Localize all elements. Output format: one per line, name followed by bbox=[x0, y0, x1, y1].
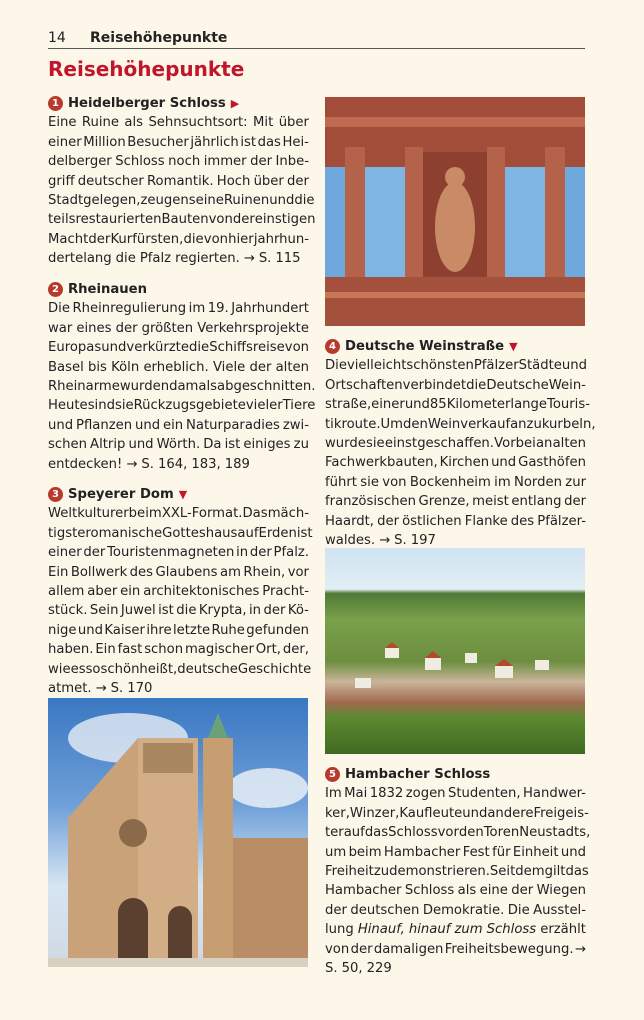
speyer-cathedral-photo bbox=[48, 698, 308, 967]
body-line: wie es so schön heißt, deutsche Geschichte bbox=[48, 661, 312, 677]
section-heading bbox=[325, 765, 586, 784]
section-hambacher-schloss bbox=[325, 765, 591, 978]
body-line: Haardt, der östlichen Flanke des Pfälzer- bbox=[325, 513, 586, 529]
body-line: waldes. → S. 197 bbox=[325, 533, 436, 549]
body-line: S. 50, 229 bbox=[325, 961, 392, 977]
heading-text: Hambacher Schloss bbox=[345, 767, 491, 782]
weinstrasse-landscape-photo bbox=[325, 548, 585, 754]
body-line: war eines der größten Verkehrsprojekte bbox=[48, 320, 309, 336]
body-line: Die vielleicht schönsten Pfälzer Städte und bbox=[325, 358, 588, 374]
section-rheinauen bbox=[48, 280, 316, 474]
running-title: Reisehöhepunkte bbox=[90, 30, 228, 46]
body-line: führt sie von Bockenheim im Norden zur bbox=[325, 474, 586, 490]
section-deutsche-weinstrasse bbox=[325, 337, 596, 550]
heading-text: Deutsche Weinstraße bbox=[345, 339, 505, 354]
number-badge: 3 bbox=[48, 487, 63, 502]
section-heading bbox=[48, 485, 309, 504]
section-heading bbox=[48, 280, 309, 299]
body-line: Macht der Kurfürsten, die von hier jahrhun- bbox=[48, 231, 309, 247]
body-line: Die Rheinregulierung im 19. Jahrhundert bbox=[48, 301, 309, 317]
section-heading bbox=[48, 94, 309, 113]
body-line: Basel bis Köln erheblich. Viele der alten bbox=[48, 359, 309, 375]
heidelberg-statue-photo bbox=[325, 97, 585, 326]
section-speyerer-dom bbox=[48, 485, 313, 698]
body-line: der deutschen Demokratie. Die Ausstel- bbox=[325, 902, 586, 918]
map-marker-icon: ▼ bbox=[509, 340, 518, 353]
heading-text: Rheinauen bbox=[68, 282, 148, 297]
body-line: einer der Touristenmagneten in der Pfalz. bbox=[48, 545, 309, 561]
body-line: einer Million Besucher jährlich ist das Hei- bbox=[48, 134, 309, 150]
page-number: 14 bbox=[48, 30, 66, 46]
number-badge: 2 bbox=[48, 282, 63, 297]
body-line: dertelang die Pfalz regierten. → S. 115 bbox=[48, 251, 301, 267]
body-line: entdecken! → S. 164, 183, 189 bbox=[48, 456, 250, 472]
body-line: Fachwerkbauten, Kirchen und Gasthöfen bbox=[325, 455, 586, 471]
body-line: Heute sind sie Rückzugsgebiete vieler Tiere bbox=[48, 398, 316, 414]
body-line: um beim Hambacher Fest für Einheit und bbox=[325, 844, 586, 860]
body-line: delberger Schloss noch immer der Inbe- bbox=[48, 154, 309, 170]
body-line: stück. Sein Juwel ist die Krypta, in der Kö- bbox=[48, 603, 309, 619]
map-marker-icon: ▶ bbox=[230, 97, 240, 110]
body-line: von der damaligen Freiheitsbewegung. → bbox=[325, 941, 586, 957]
body-line: haben. Ein fast schon magischer Ort, der, bbox=[48, 642, 309, 658]
number-badge: 1 bbox=[48, 96, 63, 111]
body-line: teils restaurierten Bauten von der einstigen bbox=[48, 212, 316, 228]
body-line: Im Mai 1832 zogen Studenten, Handwer- bbox=[325, 786, 586, 802]
page-title: Reisehöhepunkte bbox=[48, 57, 245, 81]
body-line: Europas und verkürzte die Schiffsreise von bbox=[48, 340, 309, 356]
body-line: und Pflanzen und ein Naturparadies zwi- bbox=[48, 417, 309, 433]
running-header bbox=[48, 29, 585, 49]
body-line: lung Hinauf, hinauf zum Schloss erzählt bbox=[325, 922, 586, 938]
map-marker-icon: ▼ bbox=[178, 488, 188, 501]
body-line: wurde sie einst geschaffen. Vorbei an alten bbox=[325, 436, 586, 452]
body-line: französischen Grenze, meist entlang der bbox=[325, 494, 586, 510]
heading-text: Speyerer Dom bbox=[68, 487, 174, 502]
heading-text: Heidelberger Schloss bbox=[68, 96, 226, 111]
section-heading bbox=[325, 337, 586, 356]
body-line: atmet. → S. 170 bbox=[48, 681, 153, 697]
body-line: nige und Kaiser ihre letzte Ruhe gefunden bbox=[48, 622, 309, 638]
body-line: Rheinarme wurden damals abgeschnitten. bbox=[48, 379, 316, 395]
body-line: straße, eine rund 85 Kilometer lange Touris- bbox=[325, 397, 590, 413]
number-badge: 4 bbox=[325, 339, 340, 354]
number-badge: 5 bbox=[325, 767, 340, 782]
body-line: Ortschaften verbindet die Deutsche Wein- bbox=[325, 377, 586, 393]
body-line: Eine Ruine als Sehnsuchtsort: Mit über bbox=[48, 115, 309, 131]
body-line: griff deutscher Romantik. Hoch über der bbox=[48, 173, 309, 189]
section-heidelberger-schloss bbox=[48, 94, 316, 269]
body-line: ker, Winzer, Kaufleute und andere Freigeis- bbox=[325, 805, 589, 821]
body-line: Weltkulturerbe im XXL-Format. Das mäch- bbox=[48, 506, 309, 522]
body-line: ter auf das Schloss vor den Toren Neustadts, bbox=[325, 825, 591, 841]
body-line: schen Altrip und Wörth. Da ist einiges zu bbox=[48, 437, 309, 453]
body-line: tikroute. Um den Weinverkauf anzukurbeln, bbox=[325, 416, 596, 432]
body-line: Stadt gelegen, zeugen seine Ruinen und die bbox=[48, 193, 315, 209]
body-line: Hambacher Schloss als eine der Wiegen bbox=[325, 883, 586, 899]
body-line: allem aber ein architektonisches Pracht- bbox=[48, 584, 309, 600]
body-line: Ein Bollwerk des Glaubens am Rhein, vor bbox=[48, 564, 309, 580]
body-line: Freiheit zu demonstrieren. Seitdem gilt das bbox=[325, 864, 589, 880]
body-line: tigste romanische Gotteshaus auf Erden ist bbox=[48, 525, 313, 541]
